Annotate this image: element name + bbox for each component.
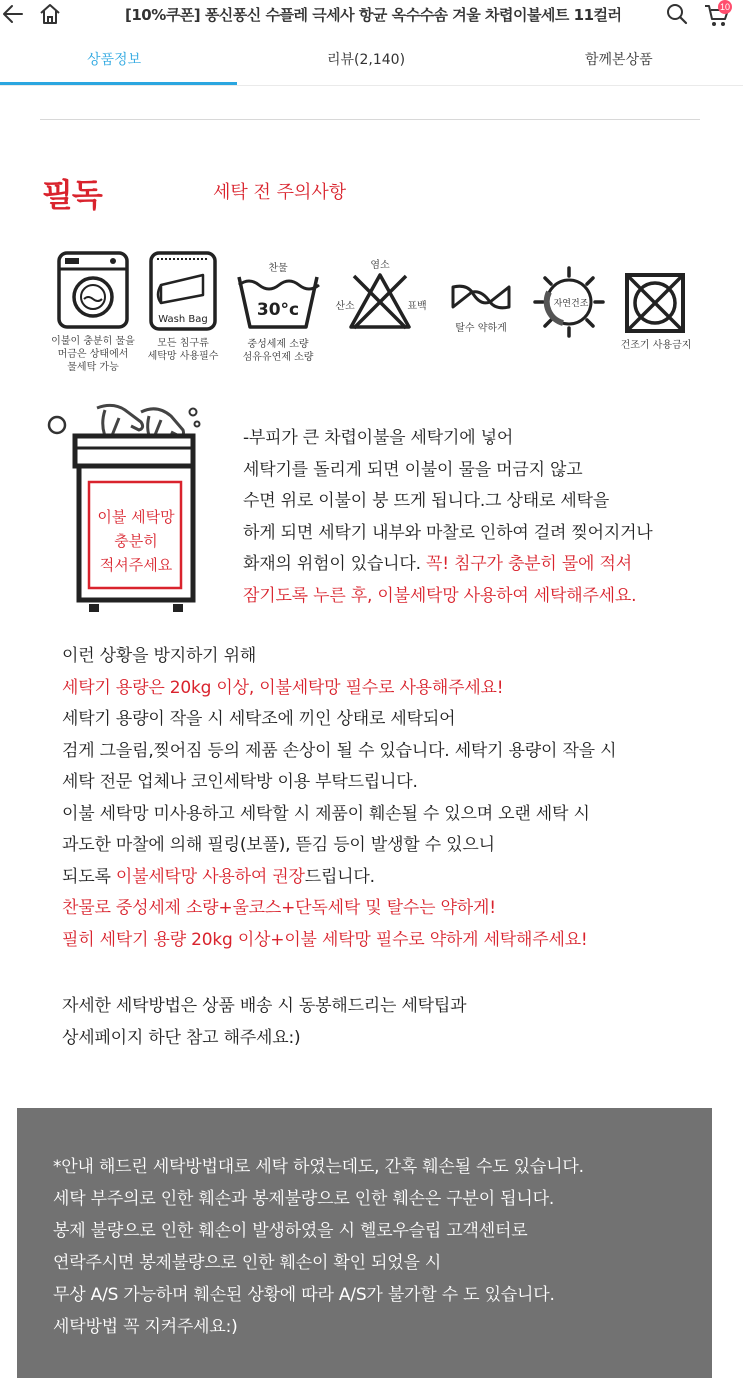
back-arrow-icon[interactable]	[2, 2, 24, 26]
prevention-line-2: 검게 그을림,찢어짐 등의 제품 손상이 될 수 있습니다. 세탁기 용량이 작을 시	[62, 740, 617, 761]
natural-dry-label: 자연건조	[553, 299, 589, 309]
disclaimer-line-4: 연락주시면 봉제불량으로 인한 훼손이 확인 되었을 시	[53, 1253, 442, 1273]
caption-gentle-spin: 탈수 약하게	[455, 323, 507, 334]
natural-dry-sun-icon	[533, 266, 605, 338]
must-read-label: 필독	[42, 176, 102, 214]
cart-count-badge: 10	[719, 2, 730, 12]
warning-line-5	[243, 549, 653, 581]
warning-line-5-red: 꼭! 침구가 충분히 물에 적셔	[426, 554, 632, 574]
prevention-line-5: 과도한 마찰에 의해 필링(보풀), 뜯김 등이 발생할 수 있으니	[62, 835, 495, 855]
machine-text-line-3: 적셔주세요	[99, 556, 173, 574]
warning-text-block	[243, 423, 653, 612]
tab-related-products[interactable]: 함께본상품	[585, 52, 653, 68]
search-icon[interactable]	[666, 3, 688, 25]
warning-line-5-black: 화재의 위험이 있습니다.	[243, 554, 427, 574]
caption-washer-1: 이불이 충분히 물을	[51, 336, 135, 347]
warning-line-4: 하게 되면 세탁기 내부와 마찰로 인하여 걸려 찢어지거나	[243, 522, 653, 543]
wash-basin-30-icon	[236, 273, 320, 331]
prevention-line-6-pre: 되도록	[62, 866, 116, 887]
tip-line-2: 상세페이지 하단 참고 해주세요:)	[62, 1027, 301, 1048]
gentle-spin-icon	[450, 282, 512, 312]
warning-line-2: 세탁기를 돌리게 되면 이불이 물을 머금지 않고	[243, 459, 583, 480]
caption-washer-3: 물세탁 가능	[67, 362, 119, 373]
caption-bleach-oxygen: 산소	[335, 301, 355, 312]
caption-cold-water-2: 섬유유연제 소량	[242, 352, 314, 363]
machine-text-line-2: 충분히	[114, 532, 158, 550]
caption-washer-2: 머금은 상태에서	[57, 349, 129, 360]
prevention-line-4: 이불 세탁망 미사용하고 세탁할 시 제품이 훼손될 수 있으며 오랜 세탁 시	[62, 803, 590, 824]
machine-text-line-1: 이불 세탁망	[97, 508, 175, 526]
prevention-line-6	[62, 862, 616, 894]
caption-bleach-chlorine: 염소	[370, 260, 390, 271]
disclaimer-line-6: 세탁방법 꼭 지켜주세요:)	[53, 1317, 238, 1337]
active-tab-indicator	[0, 82, 237, 85]
tab-product-info[interactable]: 상품정보	[87, 52, 142, 68]
tip-line-1: 자세한 세탁방법은 상품 배송 시 동봉해드리는 세탁팁과	[62, 996, 467, 1016]
machine-illustration-text	[90, 505, 182, 577]
warning-line-1: -부피가 큰 차렵이불을 세탁기에 넣어	[243, 428, 514, 448]
disclaimer-line-2: 세탁 부주의로 인한 훼손과 봉제불량으로 인한 훼손은 구분이 됩니다.	[53, 1189, 555, 1209]
prevention-line-3: 세탁 전문 업체나 코인세탁방 이용 부탁드립니다.	[62, 772, 418, 792]
prevention-line-1: 세탁기 용량이 작을 시 세탁조에 끼인 상태로 세탁되어	[62, 709, 456, 729]
no-tumble-dry-icon	[624, 272, 686, 334]
warning-line-6: 잠기도록 누른 후, 이불세탁망 사용하여 세탁해주세요.	[243, 585, 637, 606]
caption-no-dryer: 건조기 사용금지	[620, 340, 692, 351]
product-tabs	[0, 44, 743, 86]
disclaimer-line-3: 봉제 불량으로 인한 훼손이 발생하였을 시 헬로우슬립 고객센터로	[53, 1221, 528, 1241]
prevention-red-3: 필히 세탁기 용량 20kg 이상+이불 세탁망 필수로 약하게 세탁해주세요!	[62, 929, 588, 950]
product-title: [10%쿠폰] 퐁신퐁신 수플레 극세사 항균 옥수수솜 겨울 차렵이불세트 11컬러	[125, 6, 622, 24]
top-app-bar	[0, 0, 743, 32]
tab-reviews[interactable]: 리뷰(2,140)	[327, 52, 406, 68]
prevention-line-6-post: 드립니다.	[304, 866, 375, 887]
caption-cold-water-top: 찬물	[268, 263, 288, 274]
wash-bag-icon	[149, 251, 217, 331]
prevention-line-6-red: 이불세탁망 사용하여 권장	[115, 866, 305, 887]
prevention-text-block	[62, 641, 616, 956]
prevention-red-2: 찬물로 중성세제 소량+울코스+단독세탁 및 탈수는 약하게!	[62, 898, 496, 918]
caption-cold-water-1: 중성세제 소량	[247, 339, 309, 350]
prevention-red-1: 세탁기 용량은 20kg 이상, 이불세탁망 필수로 사용해주세요!	[62, 677, 504, 698]
tip-text-block	[62, 991, 466, 1054]
caption-washbag-1: 모든 침구류	[157, 338, 209, 349]
disclaimer-line-5: 무상 A/S 가능하며 훼손된 상황에 따라 A/S가 불가할 수 도 있습니다.	[53, 1285, 555, 1305]
caption-washbag-2: 세탁망 사용필수	[147, 351, 219, 362]
warning-line-3: 수면 위로 이불이 붕 뜨게 됩니다.그 상태로 세탁을	[243, 491, 610, 511]
home-icon[interactable]	[38, 2, 62, 26]
no-bleach-icon	[348, 272, 412, 330]
caption-bleach-label: 표백	[407, 301, 427, 312]
disclaimer-line-1: *안내 해드린 세탁방법대로 세탁 하였는데도, 간혹 훼손될 수도 있습니다.	[53, 1157, 584, 1177]
wash-temperature: 30°c	[256, 300, 300, 320]
prevention-intro: 이런 상황을 방지하기 위해	[62, 646, 257, 666]
disclaimer-box	[17, 1108, 712, 1378]
wash-bag-label: Wash Bag	[158, 314, 208, 325]
notice-subtitle: 세탁 전 주의사항	[213, 182, 347, 203]
washing-machine-icon	[57, 251, 129, 329]
section-divider	[40, 119, 700, 120]
